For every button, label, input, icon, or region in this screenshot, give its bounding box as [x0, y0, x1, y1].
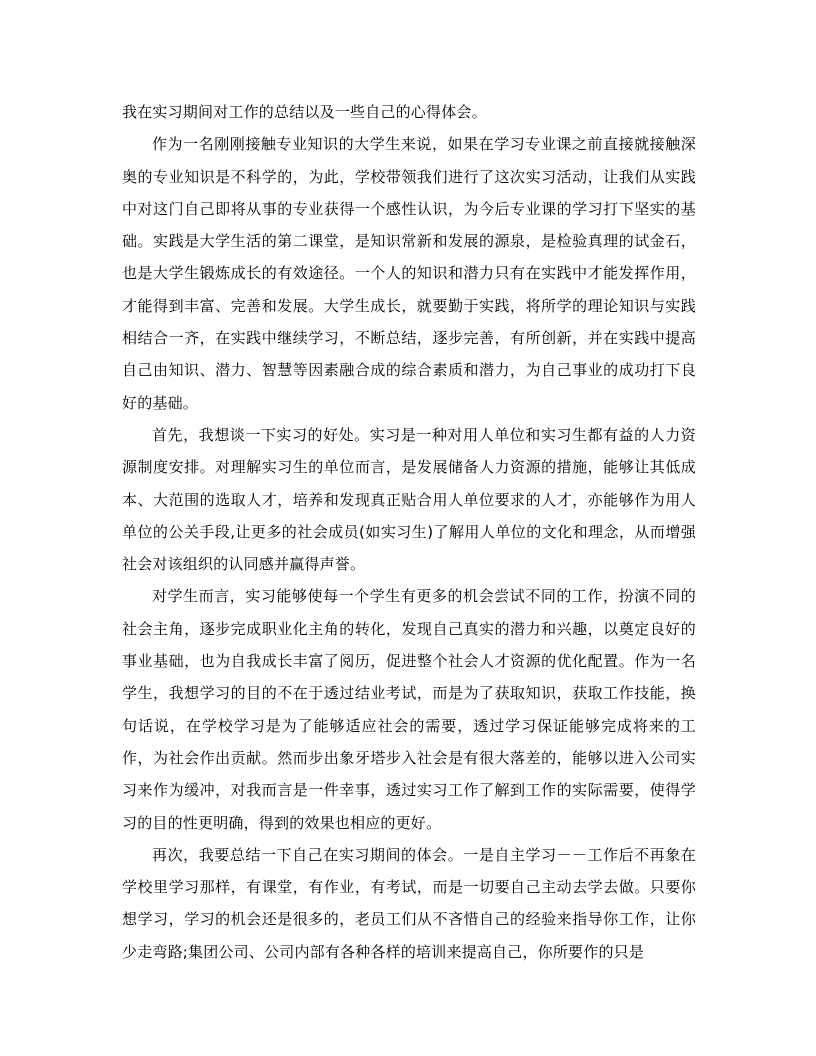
paragraph-4: 对学生而言，实习能够使每一个学生有更多的机会尝试不同的工作，扮演不同的社会主角，逐步完成职业化主角的转化，发现自己真实的潜力和兴趣，以奠定良好的事业基础，也为自我成长丰富了阅历，促进整个社会人才资源的优化配置。作为一名学生，我想学习的目的不在于透过结业考试，而是为了获取知识，获取工作技能，换句话说，在学校学习是为了能够适应社会的需要，透过学习保证能够完成将来的工作，为社会作出贡献。然而步出象牙塔步入社会是有很大落差的，能够以进入公司实习来作为缓冲，对我而言是一件幸事，透过实习工作了解到工作的实际需要，使得学习的目的性更明确，得到的效果也相应的更好。	[122, 587, 696, 832]
paragraph-2: 作为一名刚刚接触专业知识的大学生来说，如果在学习专业课之前直接就接触深奥的专业知识是不科学的，为此，学校带领我们进行了这次实习活动，让我们从实践中对这门自己即将从事的专业获得一个感性认识，为今后专业课的学习打下坚实的基础。实践是大学生活的第二课堂，是知识常新和发展的源泉，是检验真理的试金石，也是大学生锻炼成长的有效途径。一个人的知识和潜力只有在实践中才能发挥作用，才能得到丰富、完善和发展。大学生成长，就要勤于实践，将所学的理论知识与实践相结合一齐，在实践中继续学习，不断总结，逐步完善，有所创新，并在实践中提高自己由知识、潜力、智慧等因素融合成的综合素质和潜力，为自己事业的成功打下良好的基础。	[122, 135, 696, 412]
paragraph-1: 我在实习期间对工作的总结以及一些自己的心得体会。	[122, 103, 487, 121]
paragraph-3: 首先，我想谈一下实习的好处。实习是一种对用人单位和实习生都有益的人力资源制度安排。对理解实习生的单位而言，是发展储备人力资源的措施，能够让其低成本、大范围的选取人才，培养和发现真正贴合用人单位要求的人才，亦能够作为用人单位的公关手段,让更多的社会成员(如实习生)了解用人单位的文化和理念，从而增强社会对该组织的认同感并赢得声誉。	[122, 425, 696, 574]
paragraph-5: 再次，我要总结一下自己在实习期间的体会。一是自主学习－－工作后不再象在学校里学习那样，有课堂，有作业，有考试，而是一切要自己主动去学去做。只要你想学习，学习的机会还是很多的，老员工们从不吝惜自己的经验来指导你工作，让你少走弯路;集团公司、公司内部有各种各样的培训来提高自己，你所要作的只是	[122, 845, 696, 961]
document-page	[122, 96, 696, 968]
